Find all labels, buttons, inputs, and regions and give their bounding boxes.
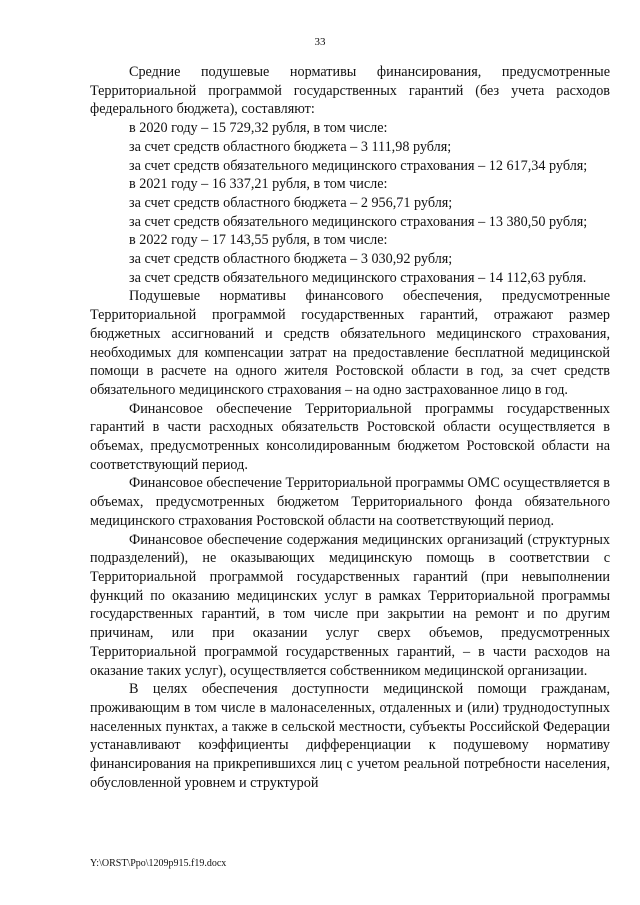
paragraph-2020-total: в 2020 году – 15 729,32 рубля, в том числе: (129, 120, 388, 137)
paragraph-2021-regional: за счет средств областного бюджета – 2 956,71 рубля; (129, 194, 453, 211)
paragraph-2021-oms: за счет средств обязательного медицинского страхования – 13 380,50 рубля; (129, 213, 588, 230)
paragraph-2022-regional: за счет средств областного бюджета – 3 030,92 рубля; (129, 251, 453, 268)
paragraph-2020-regional: за счет средств областного бюджета – 3 111,98 рубля; (129, 138, 452, 155)
paragraph-2020-oms: за счет средств обязательного медицинского страхования – 12 617,34 рубля; (129, 157, 588, 174)
paragraph-accessibility: В целях обеспечения доступности медицинской помощи гражданам, проживающим в том числе в малонаселенных, отдаленных и (или) труднодоступных населенных пунктах, а также в сельской местности, субъекты Российской Федерации устанавливают коэффициенты дифференциации к подушевому нормативу финансирования на прикрепившихся лиц с учетом реальной потребности населения, обусловленной уровнем и структурой (90, 681, 610, 791)
paragraph-norms-intro: Средние подушевые нормативы финансирования, предусмотренные Территориальной программой государственных гарантий (без учета расходов федерального бюджета), составляют: (90, 64, 610, 118)
paragraph-maintenance-funding: Финансовое обеспечение содержания медицинских организаций (структурных подразделений), не оказывающих медицинскую помощь в соответствии с Территориальной программой государственных гарантий (при невыполнении функций по оказанию медицинских услуг в рамках Территориальной программы государственных гарантий, в том числе при закрытии на ремонт и по другим причинам, или при оказании услуг сверх объемов, предусмотренных Территориальной программой государственных гарантий, – в части расходов на оказание таких услуг), осуществляется собственником медицинской организации. (90, 531, 610, 679)
body-text (90, 63, 610, 792)
paragraph-2021-total: в 2021 году – 16 337,21 рубля, в том числе: (129, 176, 388, 193)
paragraph-2022-total: в 2022 году – 17 143,55 рубля, в том числе: (129, 232, 388, 249)
paragraph-oms-funding: Финансовое обеспечение Территориальной программы ОМС осуществляется в объемах, предусмотренных бюджетом Территориального фонда обязательного медицинского страхования Ростовской области на соответствующий период. (90, 475, 610, 529)
page-number: 33 (314, 36, 326, 48)
paragraph-2022-oms: за счет средств обязательного медицинского страхования – 14 112,63 рубля. (129, 269, 587, 286)
footer-file-path: Y:\ORST\Ppo\1209p915.f19.docx (90, 858, 227, 869)
paragraph-regional-budget-funding: Финансовое обеспечение Территориальной программы государственных гарантий в части расходных обязательств Ростовской области осуществляется в объемах, предусмотренных консолидированным бюджетом Ростовской области на соответствующий период. (90, 400, 610, 473)
paragraph-per-capita-norms: Подушевые нормативы финансового обеспечения, предусмотренные Территориальной программой государственных гарантий, отражают размер бюджетных ассигнований и средств обязательного медицинского страхования, необходимых для компенсации затрат на предоставление бесплатной медицинской помощи в расчете на одного жителя Ростовской области в год, за счет средств обязательного медицинского страхования – на одно застрахованное лицо в год. (90, 288, 610, 398)
